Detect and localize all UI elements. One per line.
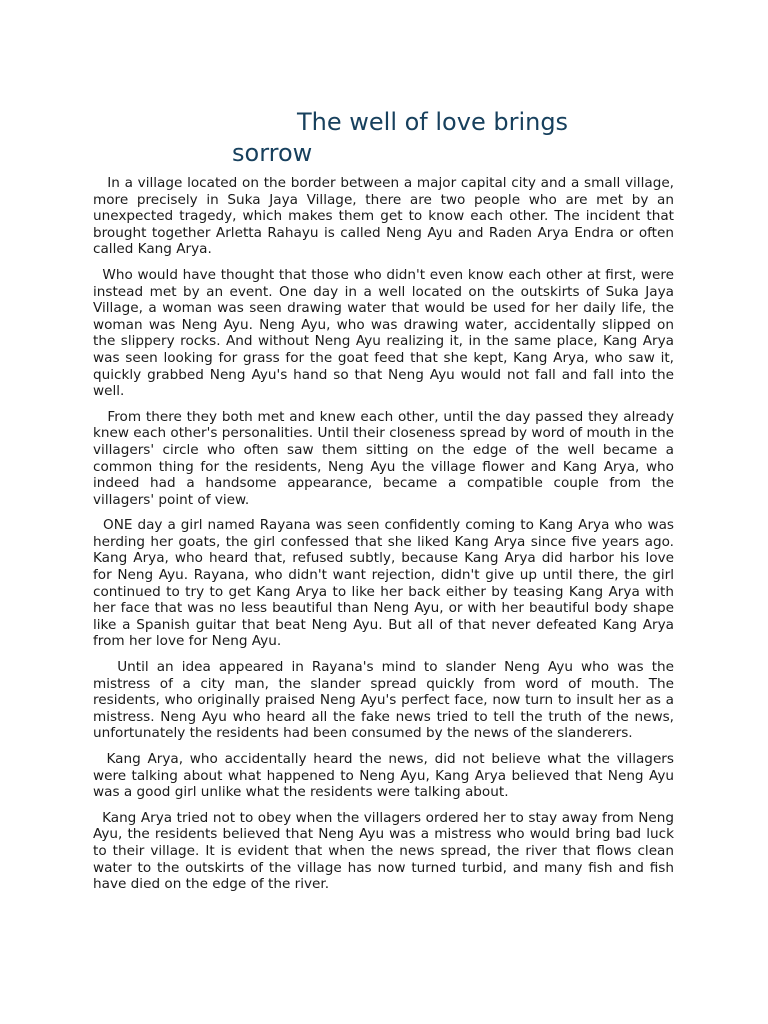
paragraph-5: Until an idea appeared in Rayana's mind to slander Neng Ayu who was the mistress of a city man, the slander spread quickly from word of mouth. The residents, who originally praised Neng Ayu's perfect face, now turn to insult her as a mistress. Neng Ayu who heard all the fake news tried to tell the truth of the news, unfortunately the residents had been consumed by the news of the slanderers. <box>93 659 679 742</box>
document-title-text: The well of love brings sorrow <box>232 108 569 167</box>
paragraph-3: From there they both met and knew each other, until the day passed they already knew each other's personalities. Until their closeness spread by word of mouth in the villagers' circle who often saw them sitting on the edge of the well became a common thing for the residents, Neng Ayu the village flower and Kang Arya, who indeed had a handsome appearance, became a compatible couple from the villagers' point of view. <box>93 408 679 508</box>
paragraph-2: Who would have thought that those who didn't even know each other at first, were instead met by an event. One day in a well located on the outskirts of Suka Jaya Village, a woman was seen drawing water that would be used for her daily life, the woman was Neng Ayu. Neng Ayu, who was drawing water, accidentally slipped on the slippery rocks. And without Neng Ayu realizing it, in the same place, Kang Arya was seen looking for grass for the goat feed that she kept, Kang Arya, who saw it, quickly grabbed Neng Ayu's hand so that Neng Ayu would not fall and fall into the well. <box>93 266 679 400</box>
paragraph-6: Kang Arya, who accidentally heard the news, did not believe what the villagers were talking about what happened to Neng Ayu, Kang Arya believed that Neng Ayu was a good girl unlike what the residents were talking about. <box>93 751 679 801</box>
paragraph-4: ONE day a girl named Rayana was seen confidently coming to Kang Arya who was herding her goats, the girl confessed that she liked Kang Arya since five years ago. Kang Arya, who heard that, refused subtly, because Kang Arya did harbor his love for Neng Ayu. Rayana, who didn't want rejection, didn't give up until there, the girl continued to try to get Kang Arya to like her back either by teasing Kang Arya with her face that was no less beautiful than Neng Ayu, or with her beautiful body shape like a Spanish guitar that beat Neng Ayu. But all of that never defeated Kang Arya from her love for Neng Ayu. <box>93 517 679 650</box>
paragraph-1: In a village located on the border between a major capital city and a small village, more precisely in Suka Jaya Village, there are two people who are met by an unexpected tragedy, which makes them get to know each other. The incident that brought together Arletta Rahayu is called Neng Ayu and Raden Arya Endra or often called Kang Arya. <box>93 175 679 258</box>
paragraph-7: Kang Arya tried not to obey when the villagers ordered her to stay away from Neng Ayu, the residents believed that Neng Ayu was a mistress who would bring bad luck to their village. It is evident that when the news spread, the river that flows clean water to the outskirts of the village has now turned turbid, and many fish and fish have died on the edge of the river. <box>93 809 679 893</box>
document-body <box>93 175 679 902</box>
document-title <box>232 107 652 169</box>
